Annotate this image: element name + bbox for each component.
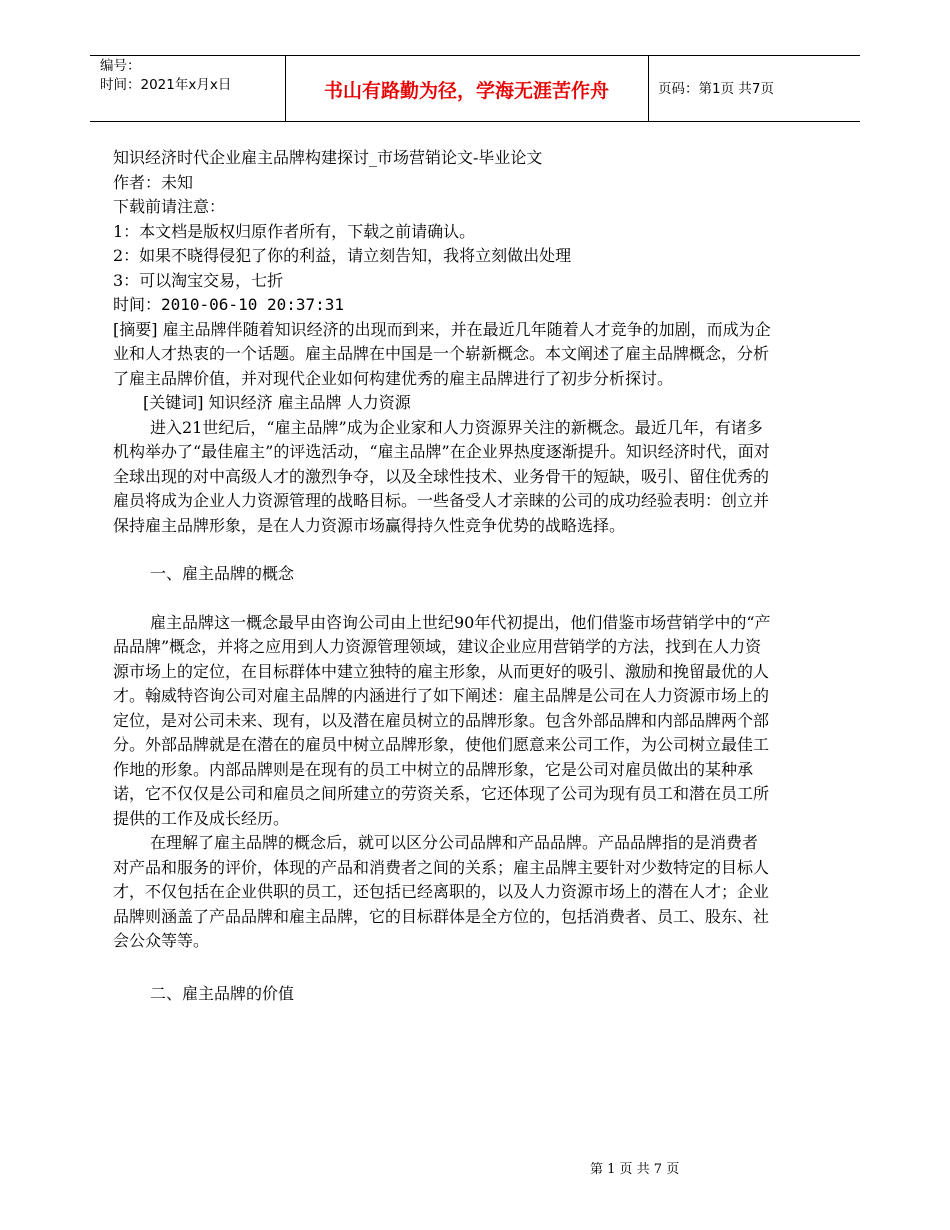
abstract-paragraph: [摘要] 雇主品牌伴随着知识经济的出现而到来，并在最近几年随着人才竞争的加剧，而成为企业和人才热衷的一个话题。雇主品牌在中国是一个崭新概念。本文阐述了雇主品牌概念，分析了雇主品牌价值，并对现代企业如何构建优秀的雇主品牌进行了初步分析探讨。 xyxy=(113,319,771,388)
header-top-rule xyxy=(90,55,860,56)
section-1-paragraph-1: 雇主品牌这一概念最早由咨询公司由上世纪90年代初提出，他们借鉴市场营销学中的“产品品牌”概念，并将之应用到人力资源管理领域，建议企业应用营销学的方法，找到在人力资源市场上的定位，在目标群体中建立独特的雇主形象，从而更好的吸引、激励和挽留最优的人才。翰威特咨询公司对雇主品牌的内涵进行了如下阐述：雇主品牌是公司在人力资源市场上的定位，是对公司未来、现有，以及潜在雇员树立的品牌形象。包含外部品牌和内部品牌两个部分。外部品牌就是在潜在的雇员中树立品牌形象，使他们愿意来公司工作，为公司树立最佳工作地的形象。内部品牌则是在现有的员工中树立的品牌形象，它是公司对雇员做出的某种承诺，它不仅仅是公司和雇员之间所建立的劳资关系，它还体现了公司为现有员工和潜在员工所提供的工作及成长经历。 xyxy=(113,612,771,828)
header-bottom-rule xyxy=(90,121,860,122)
document-time: 时间：2010-06-10 20:37:31 xyxy=(113,295,345,314)
notice-item-2: 2：如果不晓得侵犯了你的利益，请立刻告知，我将立刻做出处理 xyxy=(113,246,572,265)
document-author: 作者：未知 xyxy=(113,172,194,192)
header-page-label: 页码：第1页 共7页 xyxy=(658,81,774,97)
section-1-paragraph-2: 在理解了雇主品牌的概念后，就可以区分公司品牌和产品品牌。产品品牌指的是消费者对产品和服务的评价，体现的产品和消费者之间的关系；雇主品牌主要针对少数特定的目标人才，不仅包括在企业供职的员工，还包括已经离职的，以及人力资源市场上的潜在人才；企业品牌则涵盖了产品品牌和雇主品牌，它的目标群体是全方位的，包括消费者、员工、股东、社会公众等等。 xyxy=(113,833,770,950)
spacer xyxy=(113,538,773,562)
section-2-heading: 二、雇主品牌的价值 xyxy=(150,983,295,1003)
header-time-label: 时间：2021年x月x日 xyxy=(100,77,232,93)
notice-item-1: 1：本文档是版权归原作者所有，下载之前请确认。 xyxy=(113,221,476,241)
section-1-heading: 一、雇主品牌的概念 xyxy=(150,564,295,583)
notice-title: 下载前请注意： xyxy=(113,197,226,216)
spacer xyxy=(113,954,773,982)
header-number-label: 编号： xyxy=(100,58,141,74)
header-motto: 书山有路勤为径，学海无涯苦作舟 xyxy=(323,80,609,102)
header-divider-right xyxy=(648,55,649,122)
notice-item-3: 3：可以淘宝交易，七折 xyxy=(113,270,284,290)
spacer xyxy=(113,587,773,611)
intro-paragraph: 进入21世纪后，“雇主品牌”成为企业家和人力资源界关注的新概念。最近几年，有诸多机构举办了“最佳雇主”的评选活动，“雇主品牌”在企业界热度逐渐提升。知识经济时代，面对全球出现的对中高级人才的激烈争夺，以及全球性技术、业务骨干的短缺，吸引、留住优秀的雇员将成为企业人力资源管理的战略目标。一些备受人才亲睐的公司的成功经验表明：创立并保持雇主品牌形象，是在人力资源市场赢得持久性竞争优势的战略选择。 xyxy=(113,417,770,535)
document-title: 知识经济时代企业雇主品牌构建探讨_市场营销论文-毕业论文 xyxy=(113,148,543,167)
page-footer: 第 1 页 共 7 页 xyxy=(590,1162,680,1177)
keywords-line: [关键词] 知识经济 雇主品牌 人力资源 xyxy=(143,393,411,412)
document-body xyxy=(113,146,773,1006)
